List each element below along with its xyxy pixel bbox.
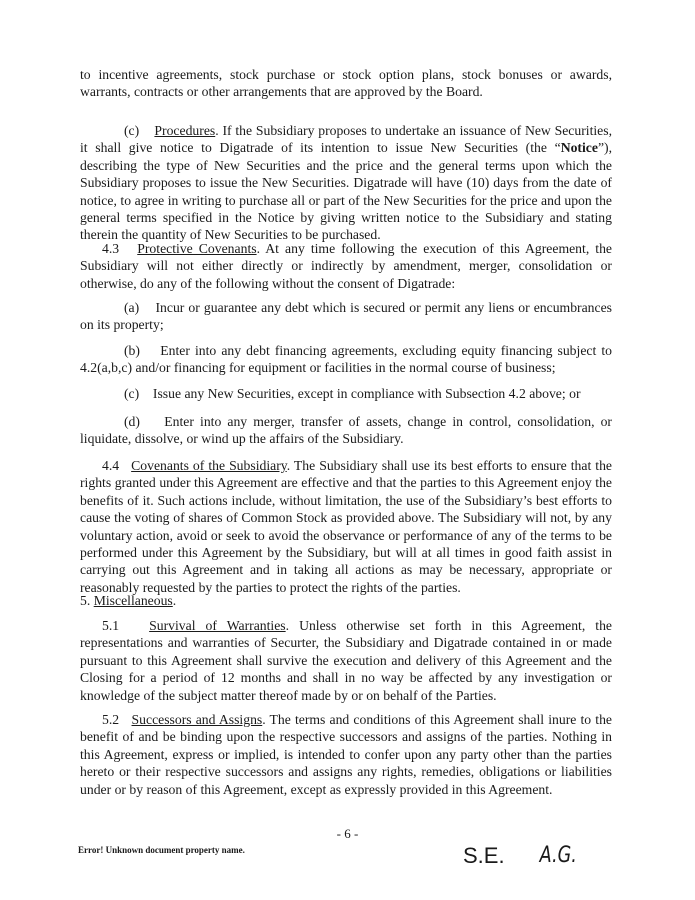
clause-b <box>80 342 612 377</box>
section-heading: Survival of Warranties <box>149 618 286 633</box>
section-number: 5. <box>80 593 91 608</box>
footer-error-text: Error! Unknown document property name. <box>78 845 245 855</box>
clause-label: (c) <box>124 123 140 138</box>
section-text: . At any time following the execution of this Agreement, the Subsidiary will not either directly or indirectly by amendment, merger, consolidation or otherwise, do any of the following without the consent of Digatrade: <box>80 241 613 291</box>
initials-handwritten: A.G. <box>539 843 577 868</box>
section-number: 5.2 <box>102 712 120 727</box>
clause-text: Incur or guarantee any debt which is secured or permit any liens or encumbrances on its property; <box>80 300 612 333</box>
section-heading: Successors and Assigns <box>131 712 263 727</box>
clause-a <box>80 299 612 334</box>
section-heading: Covenants of the Subsidiary <box>131 458 287 473</box>
clause-text: Issue any New Securities, except in compliance with Subsection 4.2 above; or <box>152 386 581 401</box>
section-number: 4.3 <box>102 241 120 256</box>
paragraph-continuation: to incentive agreements, stock purchase or stock option plans, stock bonuses or awards, warrants, contracts or other arrangements that are approved by the Board. <box>80 67 612 100</box>
clause-text: Enter into any debt financing agreements, excluding equity financing subject to 4.2(a,b,c) and/or financing for equipment or facilities in the normal course of business; <box>80 343 612 376</box>
clause-label: (a) <box>124 300 140 315</box>
section-4-4 <box>80 457 612 596</box>
clause-c <box>80 385 612 402</box>
section-heading: Miscellaneous <box>93 593 173 608</box>
defined-term: Notice <box>560 140 598 156</box>
section-heading: Protective Covenants <box>137 241 257 256</box>
section-5-1 <box>80 617 612 704</box>
clause-label: (b) <box>124 343 140 358</box>
section-text: . The terms and conditions of this Agreement shall inure to the benefit of and be binding upon the respective successors and assigns of the parties. Nothing in this Agreement, express or implied, is intended to confer upon any party other than the parties hereto or their respective successors and assigns any rights, remedies, obligations or liabilities under or by reason of this Agreement, except as expressly provided in this Agreement. <box>80 712 612 797</box>
clause-label: (d) <box>124 414 140 429</box>
section-number: 4.4 <box>102 458 120 473</box>
section-4-3 <box>80 240 612 292</box>
initials-typed: S.E. <box>463 843 505 868</box>
clause-text: ”), describing the type of New Securities and the price and the general terms upon which the Subsidiary proposes to issue the New Securities. Digatrade will have (10) days from the date of notice, to agree in writing to purchase all or part of the New Securities for the price and upon the general terms specified in the Notice by giving written notice to the Subsidiary and stating therein the quantity of New Securities to be purchased. <box>80 140 612 243</box>
section-number: 5.1 <box>102 618 120 633</box>
section-5 <box>80 592 612 609</box>
clause-text: . If the Subsidiary proposes to undertake an issuance of New Securities, it shall give notice to Digatrade of its intention to issue New Securities (the “ <box>80 123 613 156</box>
paragraph-procedures <box>80 122 612 244</box>
clause-text: Enter into any merger, transfer of assets, change in control, consolidation, or liquidate, dissolve, or wind up the affairs of the Subsidiary. <box>80 414 612 447</box>
clause-d <box>80 413 612 448</box>
section-text: . Unless otherwise set forth in this Agreement, the representations and warranties of Securter, the Subsidiary and Digatrade contained in or made pursuant to this Agreement shall survive the execution and delivery of this Agreement and the Closing for a period of 12 months and shall in no way be affected by any investigation or knowledge of the subject matter thereof made by or on behalf of the Parties. <box>80 618 613 703</box>
page-number: - 6 - <box>336 826 359 841</box>
punctuation: . <box>172 593 177 608</box>
clause-label: (c) <box>124 386 140 401</box>
section-text: . The Subsidiary shall use its best efforts to ensure that the rights granted under this Agreement are effective and that the parties to this Agreement enjoy the benefits of it. Such actions include, without limitation, the use of the Subsidiary’s best efforts to cause the voting of shares of Common Stock as provided above. The Subsidiary will not, by any voluntary action, avoid or seek to avoid the observance or performance of any of the terms to be performed under this Agreement by the Subsidiary, but will at all times in good faith assist in carrying out this Agreement and in taking all actions as may be necessary, appropriate or reasonably requested by the parties to protect the rights of the parties. <box>80 458 612 595</box>
section-5-2 <box>80 711 612 798</box>
clause-heading: Procedures <box>154 123 216 138</box>
